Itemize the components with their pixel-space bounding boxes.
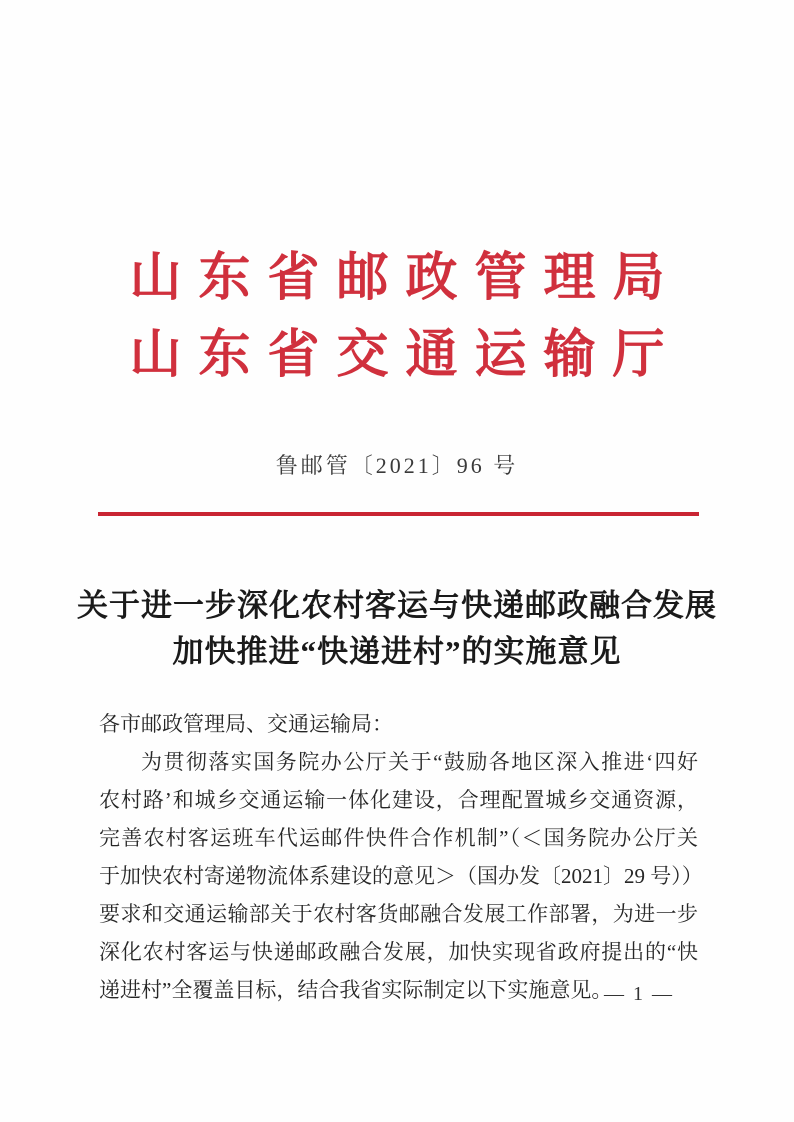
main-paragraph — [99, 743, 703, 1009]
document-number: 鲁邮管〔2021〕96 号 — [275, 453, 519, 478]
paragraph-line: 递进村”全覆盖目标，结合我省实际制定以下实施意见。 — [99, 978, 613, 1002]
paragraph-line: 农村路’和城乡交通运输一体化建设，合理配置城乡交通资源， — [99, 788, 698, 812]
title-line-2: 加快推进“快递进村”的实施意见 — [172, 634, 622, 669]
paragraph-line: 完善农村客运班车代运邮件快件合作机制”（＜国务院办公厅关 — [99, 826, 698, 850]
page-number: — 1 — — [604, 983, 674, 1005]
agency-name-line-1: 山东省邮政管理局 — [129, 250, 682, 307]
agency-name-line-2: 山东省交通运输厅 — [129, 327, 682, 384]
salutation: 各市邮政管理局、交通运输局： — [99, 712, 393, 736]
paragraph-line: 要求和交通运输部关于农村客货邮融合发展工作部署，为进一步 — [99, 902, 698, 926]
red-divider-line — [98, 512, 699, 516]
issuing-agency-header — [0, 240, 794, 394]
document-title — [0, 583, 794, 675]
paragraph-line: 为贯彻落实国务院办公厅关于“鼓励各地区深入推进‘四好 — [141, 750, 698, 774]
paragraph-line: 于加快农村寄递物流体系建设的意见＞（国办发〔2021〕29 号）） — [99, 864, 703, 888]
paragraph-line: 深化农村客运与快递邮政融合发展，加快实现省政府提出的“快 — [99, 940, 698, 964]
title-line-1: 关于进一步深化农村客运与快递邮政融合发展 — [77, 588, 717, 623]
document-body — [99, 705, 703, 1009]
